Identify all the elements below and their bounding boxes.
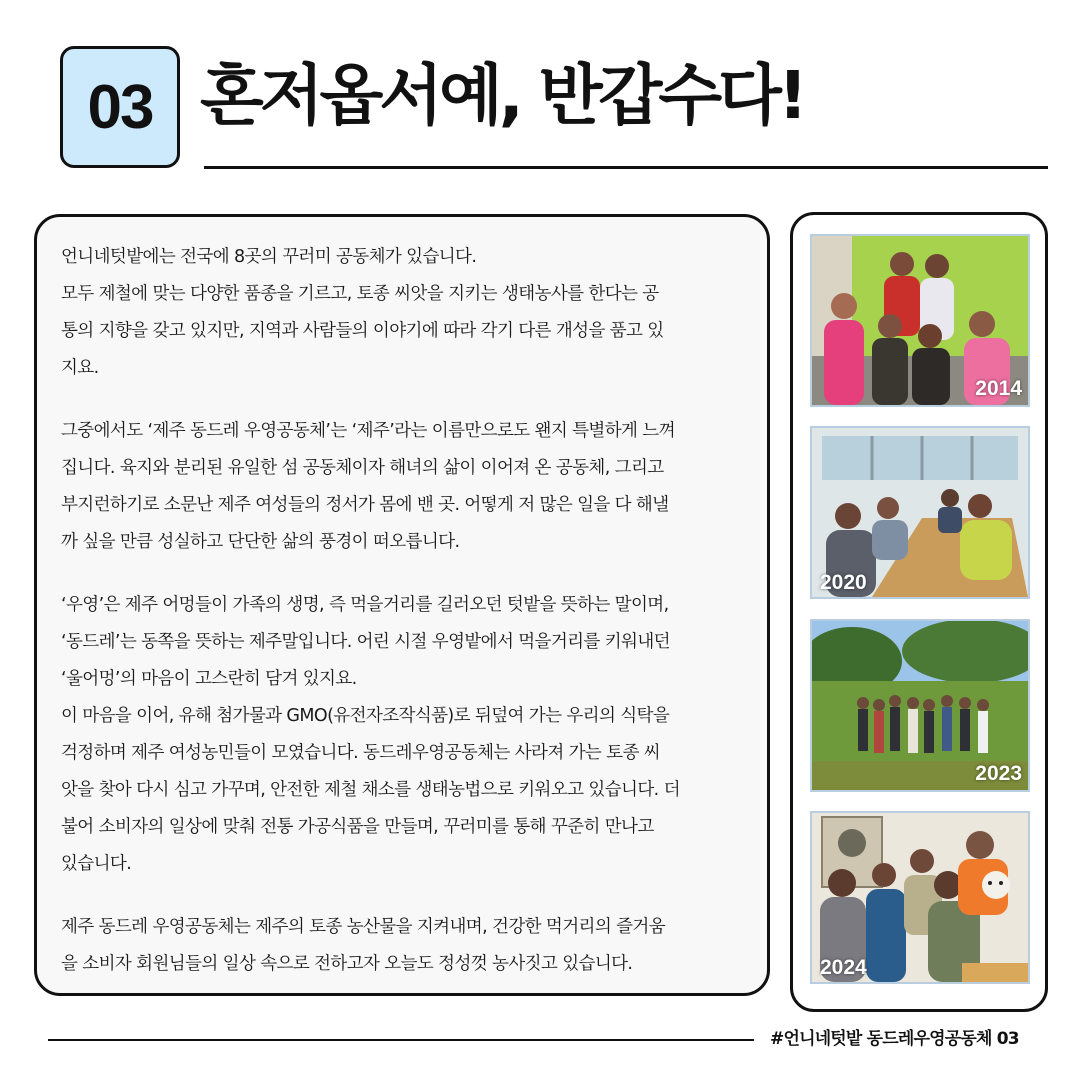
text-line: 집니다. 육지와 분리된 유일한 섬 공동체이자 해녀의 삶이 이어져 온 공동체, 그리고 — [61, 458, 664, 478]
text-line: 제주 동드레 우영공동체는 제주의 토종 농산물을 지켜내며, 건강한 먹거리의 즐거움 — [61, 917, 665, 937]
footer-divider — [48, 1039, 754, 1041]
section-number: 03 — [87, 72, 153, 142]
text-line: ‘우영’은 제주 어멍들이 가족의 생명, 즉 먹을거리를 길러오던 텃밭을 뜻하는 말이며, — [61, 595, 669, 615]
photo-2014 — [810, 234, 1030, 407]
title-underline — [204, 166, 1048, 169]
text-line: 부지런하기로 소문난 제주 여성들의 정서가 몸에 밴 곳. 어떻게 저 많은 일을 다 해낼 — [61, 495, 669, 515]
text-line: 앗을 찾아 다시 심고 가꾸며, 안전한 제철 채소를 생태농법으로 키워오고 있습니다. 더 — [61, 780, 680, 800]
text-line: 걱정하며 제주 여성농민들이 모였습니다. 동드레우영공동체는 사라져 가는 토종 씨 — [61, 743, 661, 763]
text-line: 모두 제철에 맞는 다양한 품종을 기르고, 토종 씨앗을 지키는 생태농사를 한다는 공 — [61, 284, 659, 304]
text-line: 불어 소비자의 일상에 맞춰 전통 가공식품을 만들며, 꾸러미를 통해 꾸준히 만나고 — [61, 817, 654, 837]
photo-gallery-panel — [790, 212, 1048, 1012]
photo-year-label: 2024 — [820, 956, 867, 979]
text-line: 있습니다. — [61, 854, 132, 874]
story-text-panel — [34, 214, 770, 996]
photo-2020 — [810, 426, 1030, 599]
page-title: 혼저옵서예, 반갑수다! — [200, 57, 804, 134]
text-line: ‘동드레’는 동쪽을 뜻하는 제주말입니다. 어린 시절 우영밭에서 먹을거리를 키워내던 — [61, 632, 670, 652]
photo-year-label: 2020 — [820, 571, 867, 594]
photo-year-label: 2023 — [975, 762, 1022, 785]
section-number-badge — [60, 46, 180, 168]
photo-2024 — [810, 811, 1030, 984]
photo-2023 — [810, 619, 1030, 792]
text-line: 언니네텃밭에는 전국에 8곳의 꾸러미 공동체가 있습니다. — [61, 247, 477, 267]
paragraph-uyeong — [61, 587, 761, 883]
text-line: ‘울어멍’의 마음이 고스란히 담겨 있지요. — [61, 669, 357, 689]
paragraph-closing — [61, 909, 761, 983]
photo-year-label: 2014 — [975, 377, 1022, 400]
text-line: 그중에서도 ‘제주 동드레 우영공동체’는 ‘제주’라는 이름만으로도 왠지 특별하게 느껴 — [61, 421, 675, 441]
footer-hashtag: #언니네텃밭 동드레우영공동체 03 — [770, 1029, 1019, 1049]
paragraph-intro — [61, 239, 761, 387]
paragraph-jeju — [61, 413, 761, 561]
text-line: 지요. — [61, 358, 99, 378]
text-line: 통의 지향을 갖고 있지만, 지역과 사람들의 이야기에 따라 각기 다른 개성을 품고 있 — [61, 321, 664, 341]
text-line: 을 소비자 회원님들의 일상 속으로 전하고자 오늘도 정성껏 농사짓고 있습니다. — [61, 954, 633, 974]
text-line: 이 마음을 이어, 유해 첨가물과 GMO(유전자조작식품)로 뒤덮여 가는 우리의 식탁을 — [61, 706, 670, 726]
text-line: 까 싶을 만큼 성실하고 단단한 삶의 풍경이 떠오릅니다. — [61, 532, 460, 552]
